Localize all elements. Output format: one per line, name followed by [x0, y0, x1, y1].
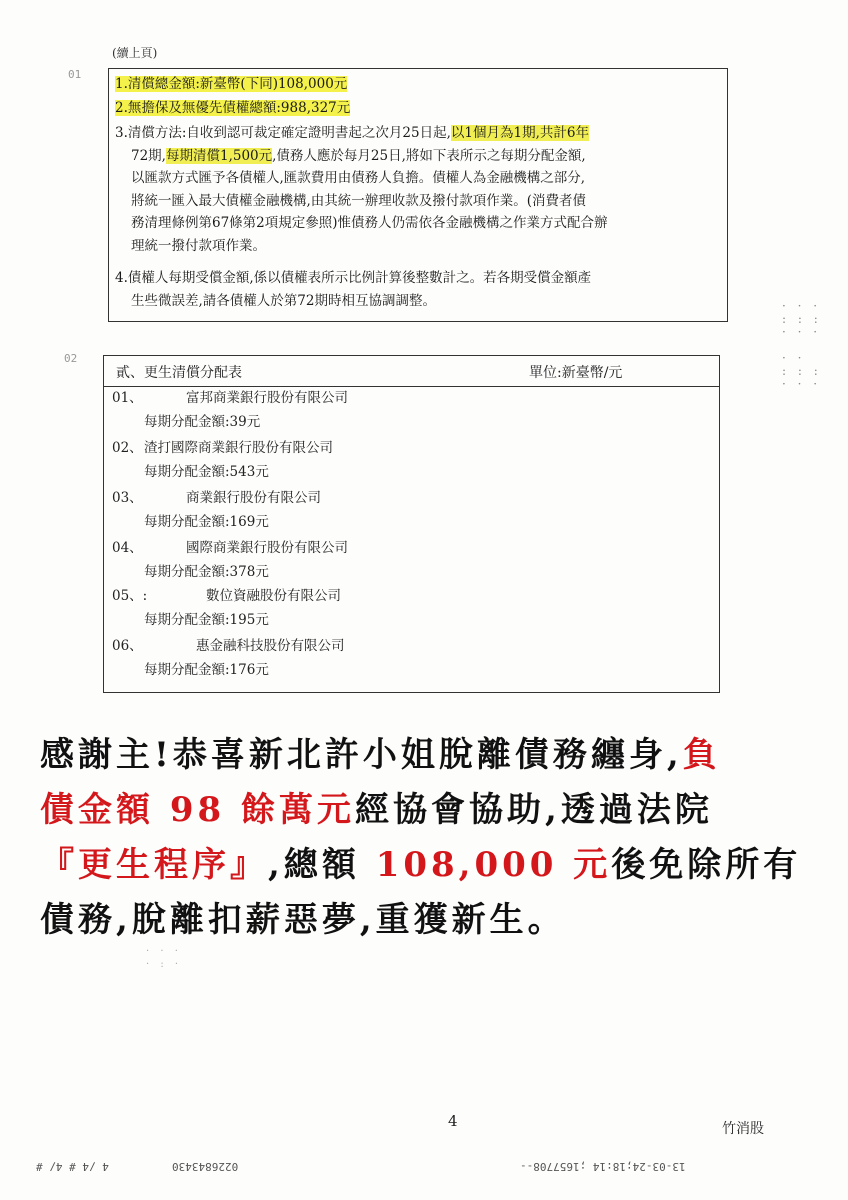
creditor-number: 06、 [112, 638, 143, 654]
total-amount-text: 1.清償總金額:新臺幣(下同)108,000元 [115, 76, 348, 92]
creditor-number: 03、 [112, 490, 143, 506]
method-line2-post: ,債務人應於每月25日,將如下表所示之每期分配金額, [272, 147, 586, 164]
court-unit-label: 竹消股 [722, 1121, 764, 1137]
creditor-name: 渣打國際商業銀行股份有限公司 [144, 440, 333, 456]
method-line5: 務清理條例第67條第2項規定參照)惟債務人仍需依各金融機構之作業方式配合辦 [131, 215, 608, 231]
section-02-number: 02 [64, 352, 78, 365]
continued-label: (續上頁) [112, 46, 158, 60]
method-installment-highlight: 每期清償1,500元 [165, 147, 273, 164]
distribution-table-header [104, 356, 719, 387]
method-line2-pre: 72期, [131, 147, 166, 164]
testimony-line1-red: 負 [682, 735, 721, 775]
unsecured-amount-line [115, 97, 350, 120]
settlement-terms-box [108, 68, 728, 322]
creditor-number: 04、 [112, 540, 143, 556]
distribution-table [103, 355, 720, 693]
creditor-amount: 每期分配金額:169元 [144, 514, 269, 530]
method-line6: 理統一撥付款項作業。 [131, 237, 266, 254]
testimony-text [40, 728, 820, 948]
fax-number: 0226843430 [172, 1160, 239, 1173]
method-period-highlight: 以1個月為1期,共計6年 [450, 125, 589, 141]
repayment-method-block [115, 122, 721, 257]
total-amount-line [115, 73, 347, 96]
creditor-amount: 每期分配金額:39元 [144, 414, 261, 430]
method-line4: 將統一匯入最大債權金融機構,由其統一辦理收款及撥付款項作業。(消費者債 [131, 192, 587, 209]
creditor-number: 01、 [112, 390, 143, 406]
testimony-line2: 經協會協助,透過法院 [355, 790, 713, 830]
ratio-line2: 生些微誤差,請各債權人於第72期時相互協調調整。 [131, 292, 436, 309]
creditor-number: 02、 [112, 440, 143, 456]
creditor-name: 富邦商業銀行股份有限公司 [186, 390, 348, 406]
creditor-name: 惠金融科技股份有限公司 [196, 638, 345, 654]
scan-specks: · · · : : : · · · · · : : : · · · [782, 299, 822, 391]
creditor-amount: 每期分配金額:195元 [144, 612, 269, 628]
creditor-amount: 每期分配金額:378元 [144, 564, 269, 580]
testimony-line3-a: ,總額 [268, 845, 376, 885]
distribution-table-unit: 單位:新臺幣/元 [529, 365, 623, 381]
creditor-name: 數位資融股份有限公司 [206, 588, 341, 604]
creditor-amount: 每期分配金額:543元 [144, 464, 269, 480]
ratio-block [115, 267, 721, 312]
footer-left-code: 4 /4 # 4/ # [36, 1160, 109, 1173]
section-01-number: 01 [68, 68, 82, 81]
debt-amount-text: 債金額 98 餘萬元 [40, 790, 355, 830]
distribution-table-title: 貳、更生清償分配表 [116, 365, 242, 381]
testimony-line4: 債務,脫離扣薪惡夢,重獲新生。 [40, 900, 566, 940]
total-repayment-text: 108,000 元 [375, 845, 612, 885]
creditor-number: 05、: [112, 588, 148, 604]
testimony-line1: 感謝主!恭喜新北許小姐脫離債務纏身, [40, 735, 683, 775]
ratio-line1: 4.債權人每期受償金額,係以債權表所示比例計算後整數計之。若各期受償金額產 [115, 270, 592, 286]
creditor-name: 商業銀行股份有限公司 [186, 490, 321, 506]
scan-specks: · · · · : · [146, 946, 183, 970]
method-prefix: 3.清償方法:自收到認可裁定確定證明書起之次月25日起, [115, 125, 451, 141]
creditor-name: 國際商業銀行股份有限公司 [186, 540, 348, 556]
fax-timestamp: 13-03-24;18:14 ;1657708-- [520, 1160, 686, 1173]
creditor-amount: 每期分配金額:176元 [144, 662, 269, 678]
testimony-line3-b: 後免除所有 [611, 845, 802, 885]
method-line3: 以匯款方式匯予各債權人,匯款費用由債務人負擔。債權人為金融機構之部分, [131, 170, 586, 186]
unsecured-amount-text: 2.無擔保及無優先債權總額:988,327元 [115, 100, 351, 116]
rehabilitation-procedure-text: 『更生程序』 [40, 845, 268, 885]
page-number: 4 [448, 1112, 458, 1130]
